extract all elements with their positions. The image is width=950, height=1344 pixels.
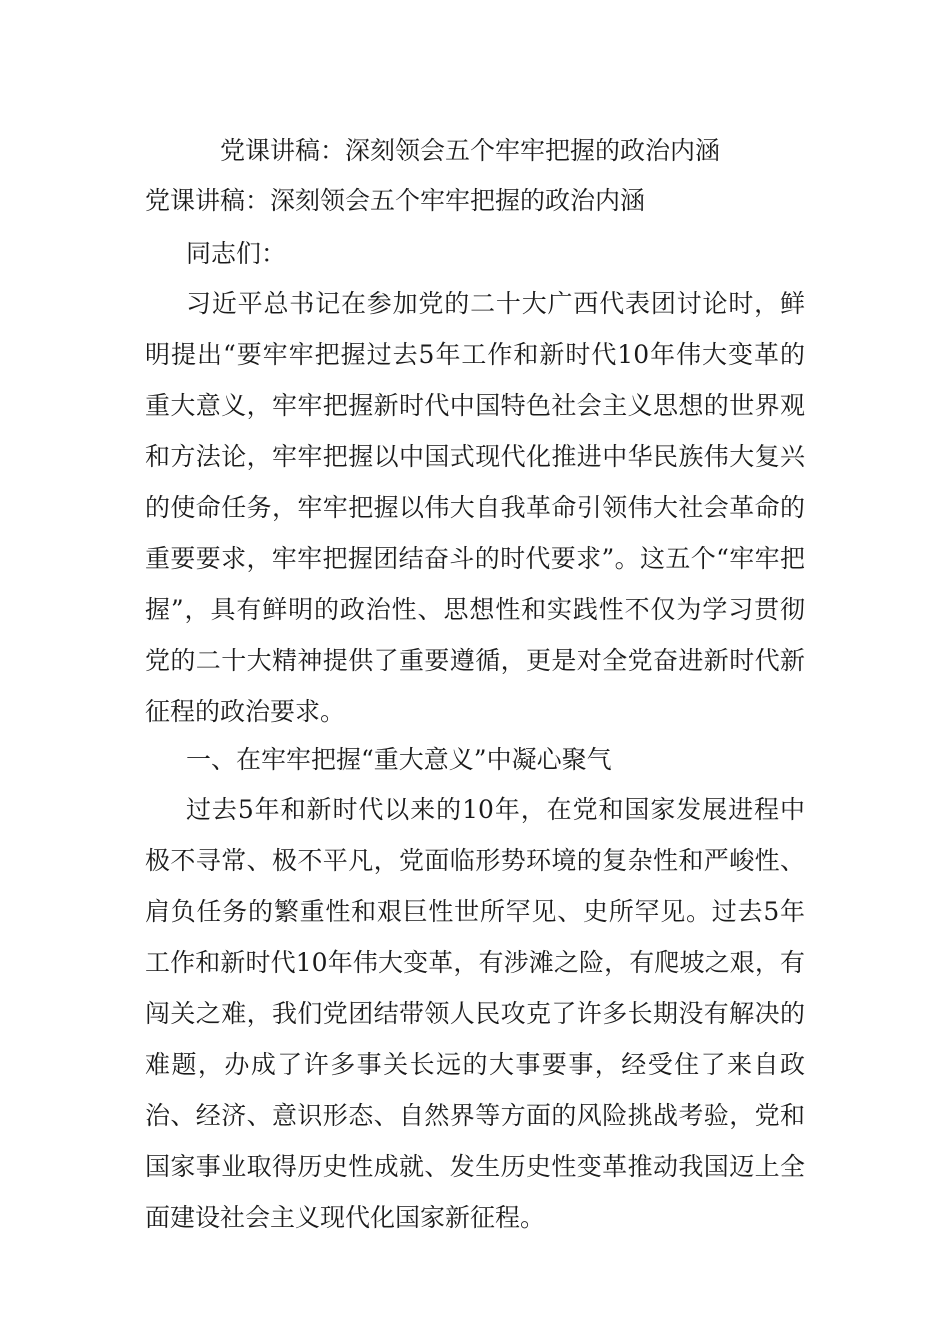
paragraph-1: 习近平总书记在参加党的二十大广西代表团讨论时，鲜明提出“要牢牢把握过去5年工作和新时代10年伟大变革的重大意义，牢牢把握新时代中国特色社会主义思想的世界观和方法论，牢牢把握以中国式现代化推进中华民族伟大复兴的使命任务，牢牢把握以伟大自我革命引领伟大社会革命的重要要求，牢牢把握团结奋斗的时代要求”。这五个“牢牢把握”，具有鲜明的政治性、思想性和实践性不仅为学习贯彻党的二十大精神提供了重要遵循，更是对全党奋进新时代新征程的政治要求。: [145, 289, 805, 726]
document-title: 党课讲稿：深刻领会五个牢牢把握的政治内涵: [220, 136, 721, 165]
document-subtitle: 党课讲稿：深刻领会五个牢牢把握的政治内涵: [145, 186, 646, 215]
greeting: 同志们：: [186, 239, 287, 268]
section-heading-1: 一、在牢牢把握“重大意义”中凝心聚气: [186, 745, 612, 774]
paragraph-2: 过去5年和新时代以来的10年，在党和国家发展进程中极不寻常、极不平凡，党面临形势环境的复杂性和严峻性、肩负任务的繁重性和艰巨性世所罕见、史所罕见。过去5年工作和新时代10年伟大变革，有涉滩之险，有爬坡之艰，有闯关之难，我们党团结带领人民攻克了许多长期没有解决的难题，办成了许多事关长远的大事要事，经受住了来自政治、经济、意识形态、自然界等方面的风险挑战考验，党和国家事业取得历史性成就、发生历史性变革推动我国迈上全面建设社会主义现代化国家新征程。: [145, 795, 805, 1232]
